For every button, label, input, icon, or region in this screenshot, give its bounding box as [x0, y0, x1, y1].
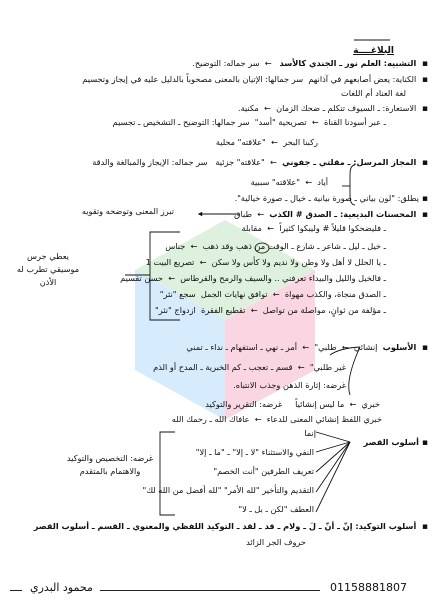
tasri-example: ـ يا الحلل لا أهل ولا وطن ولا نديم ولا كأس ولا سكن: [211, 257, 386, 267]
tasri: تصريع البيت 1: [145, 257, 195, 267]
qasr-innama: إنما: [304, 428, 316, 438]
line-tashbih: [192, 58, 428, 70]
majaz-example-3: أياد: [317, 177, 328, 187]
taqsim: حسن تقسيم: [120, 273, 163, 283]
muhassinat-purpose: تبرز المعنى وتوضحه وتقويه: [81, 206, 174, 216]
muqabala-arrow-icon: ←: [267, 223, 274, 233]
majaz-example-1: ركبنا البحر: [283, 137, 318, 147]
line-kinaya: [82, 74, 428, 86]
muqabala: مقابلة: [241, 223, 262, 233]
dua-arrow-icon: ←: [254, 414, 262, 424]
saja-example: ـ الصدق منجاة، والكذب مهواة: [284, 289, 386, 299]
line-tasri: [146, 257, 386, 268]
line-tawkid: [34, 521, 428, 533]
izdiwaj-arrow-icon: ←: [250, 305, 258, 315]
tibaq: طباق: [234, 209, 252, 219]
taqsim-arrow-icon: ←: [168, 273, 176, 283]
tawkid-text: أسلوب التوكيد: إنّ ـ أنّ ـ لَ ـ ولام ـ قد ـ لقد ـ التوكيد اللفظي والمعنوي ـ القسم ـ أسلوب القصر: [33, 521, 417, 531]
line-dua: [172, 414, 382, 425]
jinas: جناس: [165, 241, 186, 251]
majaz1-arrow-icon: ←: [270, 137, 278, 147]
music-note: يعطي جرس موسيقي تطرب له الأذن: [16, 251, 80, 287]
dua-text: خبري اللفظ إنشائي المعنى للدعاء: [266, 414, 382, 424]
footer-line-left: [10, 590, 22, 591]
khabari-def: ما ليس إنشائياً: [295, 399, 345, 409]
istiara-type-2: تصريحية "أسد": [254, 117, 307, 127]
ghair-talabi-types: قسم ـ تعجب ـ كم الخبرية ـ المدح أو الذم: [153, 362, 293, 372]
line-izdiwaj: [155, 305, 386, 316]
istiara-text: الاستعارة: ـ السيوف تتكلم ـ ضحك الزمان: [276, 103, 417, 113]
izdiwaj-example: ـ مؤلفة من ثوانٍ، مواصلة من تواصل: [262, 305, 386, 315]
istiara-arrow-icon: ←: [264, 103, 271, 113]
majaz3-arrow-icon: ←: [305, 177, 313, 187]
izdiwaj: ازدواج "نثر": [155, 305, 196, 315]
uslub-arrow-icon: ←: [341, 342, 349, 352]
uslub-talabi: طلبي": [314, 342, 337, 352]
line-muhassinat: [234, 209, 428, 221]
muhassinat-arrow-icon: ←: [257, 209, 265, 219]
ghair-arrow-icon: ←: [297, 362, 305, 372]
qasr-atf: العطف "لكن ـ بل ـ لا": [238, 504, 314, 514]
line-jinas: [165, 241, 386, 252]
khabari-arrow-icon: ←: [349, 399, 357, 409]
istiara-example: ـ عبر أسودنا القناة: [323, 117, 386, 127]
line-uslub: [186, 342, 428, 354]
saja: سجع "نثر": [159, 289, 196, 299]
line-majaz-1: [216, 137, 318, 148]
taqsim-example: ـ فالخيل والليل والبيداء تعرفني .. والسيف والرمح والقرطاس: [180, 273, 386, 283]
muhassinat-text: المحسنات البديعية: ـ الصدق # الكذب: [269, 209, 417, 219]
tasri-arrow-icon: ←: [199, 257, 207, 267]
khabari-purpose: غرضه: التقرير والتوكيد: [205, 399, 283, 409]
qasr-tarif: تعريف الطرفين "أنت الخصم": [213, 466, 314, 476]
istiara-secret: سر جمالها: التوضيح ـ التشخيص ـ تجسيم: [112, 117, 250, 127]
kinaya-secret: سر جمالها: الإتيان بالمعنى مصحوباً بالدليل عليه في إيجاز وتجسيم: [82, 74, 304, 84]
line-istiara-2: [113, 117, 386, 128]
qasr-taqdim: التقديم والتأخير "لله الأمر" "لله أفضل من الله لك": [142, 485, 314, 495]
saja-desc: توافق نهايات الجمل: [200, 289, 268, 299]
line-muqabala: [241, 223, 386, 234]
majaz-relation-2: "علاقته" جزئية: [215, 157, 265, 167]
uslub-title: الأسلوب: [382, 342, 417, 352]
tashbih-text: التشبيه: العلم نور ـ الجندي كالأسد: [279, 58, 417, 68]
line-yutlaq: ▪ يطلق: "لون بياني ـ صورة بيانية ـ خيال ـ صورة خيالية".: [235, 193, 428, 205]
uslub2-arrow-icon: ←: [302, 342, 310, 352]
tashbih-arrow-icon: ←: [264, 58, 272, 68]
line-istiara: [238, 103, 428, 115]
kinaya-example: لغة العناد أم اللغات: [341, 88, 406, 98]
footer-line-mid: [100, 590, 320, 591]
line-ghair-talabi: [153, 362, 346, 373]
line-majaz-3: [251, 177, 328, 188]
uslub-talabi-types: أمر ـ نهي ـ استفهام ـ نداء ـ تمني: [186, 342, 297, 352]
izdiwaj-desc: تقطيع الفقرة: [201, 305, 246, 315]
kinaya-text: الكناية: يعض أصابعهم في آذانهم: [308, 74, 417, 84]
saja-arrow-icon: ←: [272, 289, 280, 299]
footer-phone: 01158881807: [330, 581, 407, 594]
jinas-example: ـ خيل ـ ليل ـ شاعر ـ شارع ـ الوقت من ذهب وقد ذهب: [202, 241, 386, 251]
line-saja: [160, 289, 386, 300]
footer-author: محمود البدري: [30, 581, 93, 594]
qasr-nafy: النفي والاستثناء "لا ـ إلا" ـ "ما ـ إلا": [195, 447, 314, 457]
istiara2-arrow-icon: ←: [311, 117, 319, 127]
page-title: البلاغــــة: [353, 46, 394, 56]
tawkid-jar: حروف الجر الزائد: [246, 537, 306, 547]
uslub-inshai: إنشائي: [353, 342, 378, 352]
majaz-example-2: المجاز المرسل: ـ مقلتي ـ جفوني: [282, 157, 417, 167]
line-khabari: [205, 399, 380, 410]
majaz-relation-3: "علاقته" سببية: [250, 177, 300, 187]
majaz-relation-1: "علاقته" محلية: [215, 137, 266, 147]
tashbih-secret: سر جماله: التوضيح.: [192, 58, 260, 68]
majaz-secret: سر جماله: الإيجاز والمبالغة والدقة: [92, 157, 208, 167]
line-majaz-2: [92, 157, 428, 169]
line-inshai-purpose: غرضه: إثارة الذهن وجذب الانتباه.: [233, 380, 346, 390]
dua-example: عافاك الله ـ رحمك الله: [171, 414, 250, 424]
muqabala-example: ـ فليضحكوا قليلاً # وليبكوا كثيراً: [279, 223, 386, 233]
majaz2-arrow-icon: ←: [269, 157, 277, 167]
istiara-type: مكنية.: [237, 103, 259, 113]
line-taqsim: [120, 273, 386, 284]
khabari: خبري: [361, 399, 380, 409]
ghair-talabi: غير طلبي": [309, 362, 346, 372]
qasr-purpose: غرضه: التخصيص والتوكيد والاهتمام بالمتقدم: [66, 453, 154, 476]
line-qasr: ▪ أسلوب القصر: [364, 437, 428, 449]
jinas-arrow-icon: ←: [190, 241, 198, 251]
